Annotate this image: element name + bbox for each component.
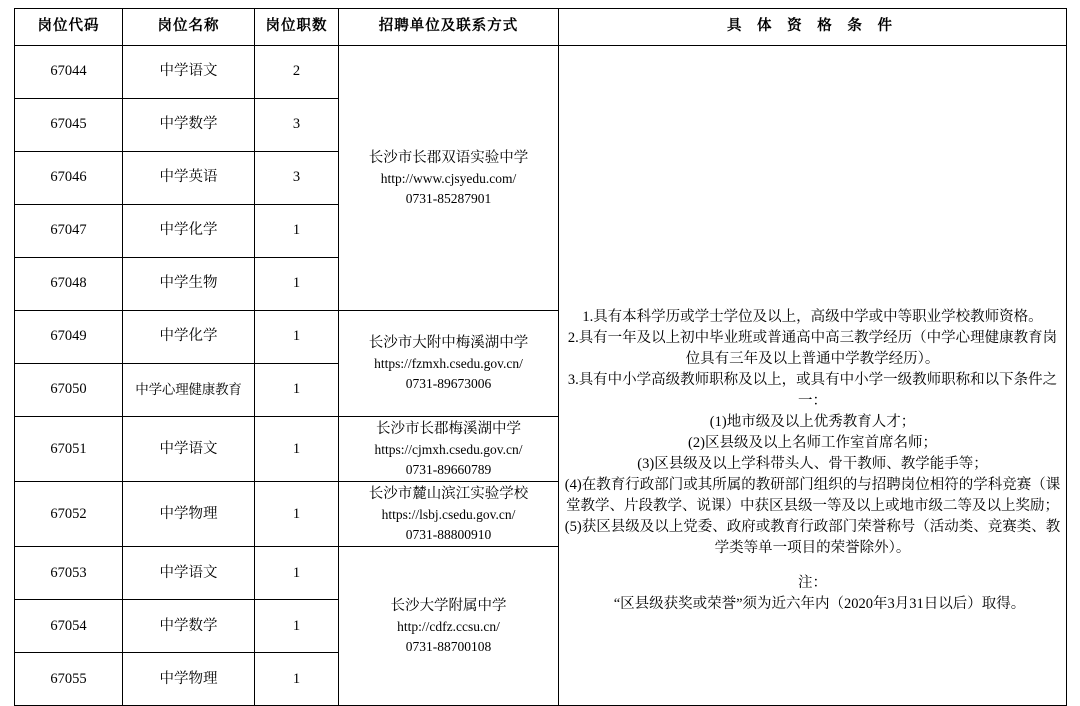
- unit-name: 长沙市长郡梅溪湖中学: [376, 421, 521, 437]
- cell-count: 2: [255, 46, 339, 99]
- unit-url: http://www.cjsyedu.com/: [380, 170, 517, 186]
- qualification-line-6: (3)区县级及以上学科带头人、骨干教师、教学能手等；: [637, 455, 988, 472]
- table-header: [15, 9, 1067, 46]
- cell-code: 67050: [15, 364, 123, 417]
- qualification-note-label: 注：: [798, 574, 827, 591]
- cell-count: 1: [255, 205, 339, 258]
- cell-code: 67051: [15, 417, 123, 482]
- cell-code: 67055: [15, 653, 123, 706]
- table-row: [15, 46, 1067, 99]
- unit-name: 长沙市长郡双语实验中学: [368, 149, 529, 166]
- cell-code: 67052: [15, 482, 123, 547]
- cell-count: 1: [255, 364, 339, 417]
- unit-url: https://lsbj.csedu.gov.cn/: [381, 507, 516, 523]
- unit-tel: 0731-89673006: [405, 376, 492, 391]
- unit-url: https://cjmxh.csedu.gov.cn/: [374, 442, 523, 458]
- cell-code: 67047: [15, 205, 123, 258]
- cell-name: 中学数学: [123, 600, 255, 653]
- cell-count: 1: [255, 653, 339, 706]
- cell-name: 中学语文: [123, 46, 255, 99]
- unit-url: https://fzmxh.csedu.gov.cn/: [374, 356, 523, 372]
- cell-name: 中学物理: [123, 653, 255, 706]
- cell-code: 67049: [15, 311, 123, 364]
- column-header-name: 岗位名称: [123, 9, 255, 46]
- unit-tel: 0731-88800910: [405, 526, 492, 542]
- cell-name: 中学语文: [123, 547, 255, 600]
- unit-name: 长沙市麓山滨江实验学校: [368, 486, 529, 503]
- cell-code: 67054: [15, 600, 123, 653]
- cell-count: 3: [255, 152, 339, 205]
- qualification-body: [563, 137, 1062, 615]
- cell-name: 中学化学: [123, 311, 255, 364]
- cell-count: 1: [255, 482, 339, 547]
- cell-code: 67044: [15, 46, 123, 99]
- qualification-line-7: (4)在教育行政部门或其所属的教研部门组织的与招聘岗位相符的学科竞赛（课堂教学、片段教学、说课）中获区县级一等及以上或地市级二等及以上奖励；: [564, 476, 1061, 514]
- qualification-line-5: (2)区县级及以上名师工作室首席名师；: [688, 434, 937, 451]
- cell-unit: [339, 311, 559, 417]
- unit-tel: 0731-89660789: [405, 461, 492, 477]
- cell-code: 67048: [15, 258, 123, 311]
- cell-name: 中学生物: [123, 258, 255, 311]
- unit-tel: 0731-85287901: [405, 190, 492, 206]
- cell-count: 1: [255, 547, 339, 600]
- qualification-line-8: (5)获区县级及以上党委、政府或教育行政部门荣誉称号（活动类、竞赛类、教学类等单一项目的荣誉除外）。: [564, 518, 1061, 556]
- table-body: [15, 46, 1067, 706]
- column-header-qualification: 具 体 资 格 条 件: [559, 9, 1067, 46]
- column-header-count: 岗位职数: [255, 9, 339, 46]
- cell-unit: [339, 482, 559, 547]
- cell-count: 1: [255, 311, 339, 364]
- cell-count: 1: [255, 417, 339, 482]
- cell-count: 1: [255, 600, 339, 653]
- qualification-note-text: “区县级获奖或荣誉”须为近六年内（2020年3月31日以后）取得。: [613, 595, 1026, 612]
- cell-code: 67046: [15, 152, 123, 205]
- cell-name: 中学英语: [123, 152, 255, 205]
- cell-name: 中学化学: [123, 205, 255, 258]
- cell-name: 中学物理: [123, 482, 255, 547]
- cell-name: 中学数学: [123, 99, 255, 152]
- cell-name: 中学心理健康教育: [123, 364, 255, 417]
- recruitment-table: [14, 8, 1067, 706]
- unit-url: http://cdfz.ccsu.cn/: [397, 619, 500, 635]
- unit-name: 长沙市大附中梅溪湖中学: [368, 335, 529, 352]
- cell-unit: [339, 46, 559, 311]
- qualification-line-1: 1.具有本科学历或学士学位及以上，高级中学或中等职业学校教师资格。: [582, 308, 1043, 325]
- cell-unit: [339, 417, 559, 482]
- unit-name: 长沙大学附属中学: [390, 598, 507, 615]
- table-header-row: [15, 9, 1067, 46]
- qualification-line-3: 3.具有中小学高级教师职称及以上，或具有中小学一级教师职称和以下条件之一：: [567, 371, 1058, 409]
- qualification-line-4: (1)地市级及以上优秀教育人才；: [709, 413, 916, 430]
- cell-qualification: [559, 46, 1067, 706]
- cell-count: 1: [255, 258, 339, 311]
- cell-code: 67045: [15, 99, 123, 152]
- column-header-unit: 招聘单位及联系方式: [339, 9, 559, 46]
- unit-tel: 0731-88700108: [405, 638, 492, 654]
- cell-count: 3: [255, 99, 339, 152]
- cell-code: 67053: [15, 547, 123, 600]
- qualification-line-2: 2.具有一年及以上初中毕业班或普通高中高三教学经历（中学心理健康教育岗位具有三年及以上普通中学教学经历）。: [567, 329, 1058, 367]
- cell-name: 中学语文: [123, 417, 255, 482]
- column-header-code: 岗位代码: [15, 9, 123, 46]
